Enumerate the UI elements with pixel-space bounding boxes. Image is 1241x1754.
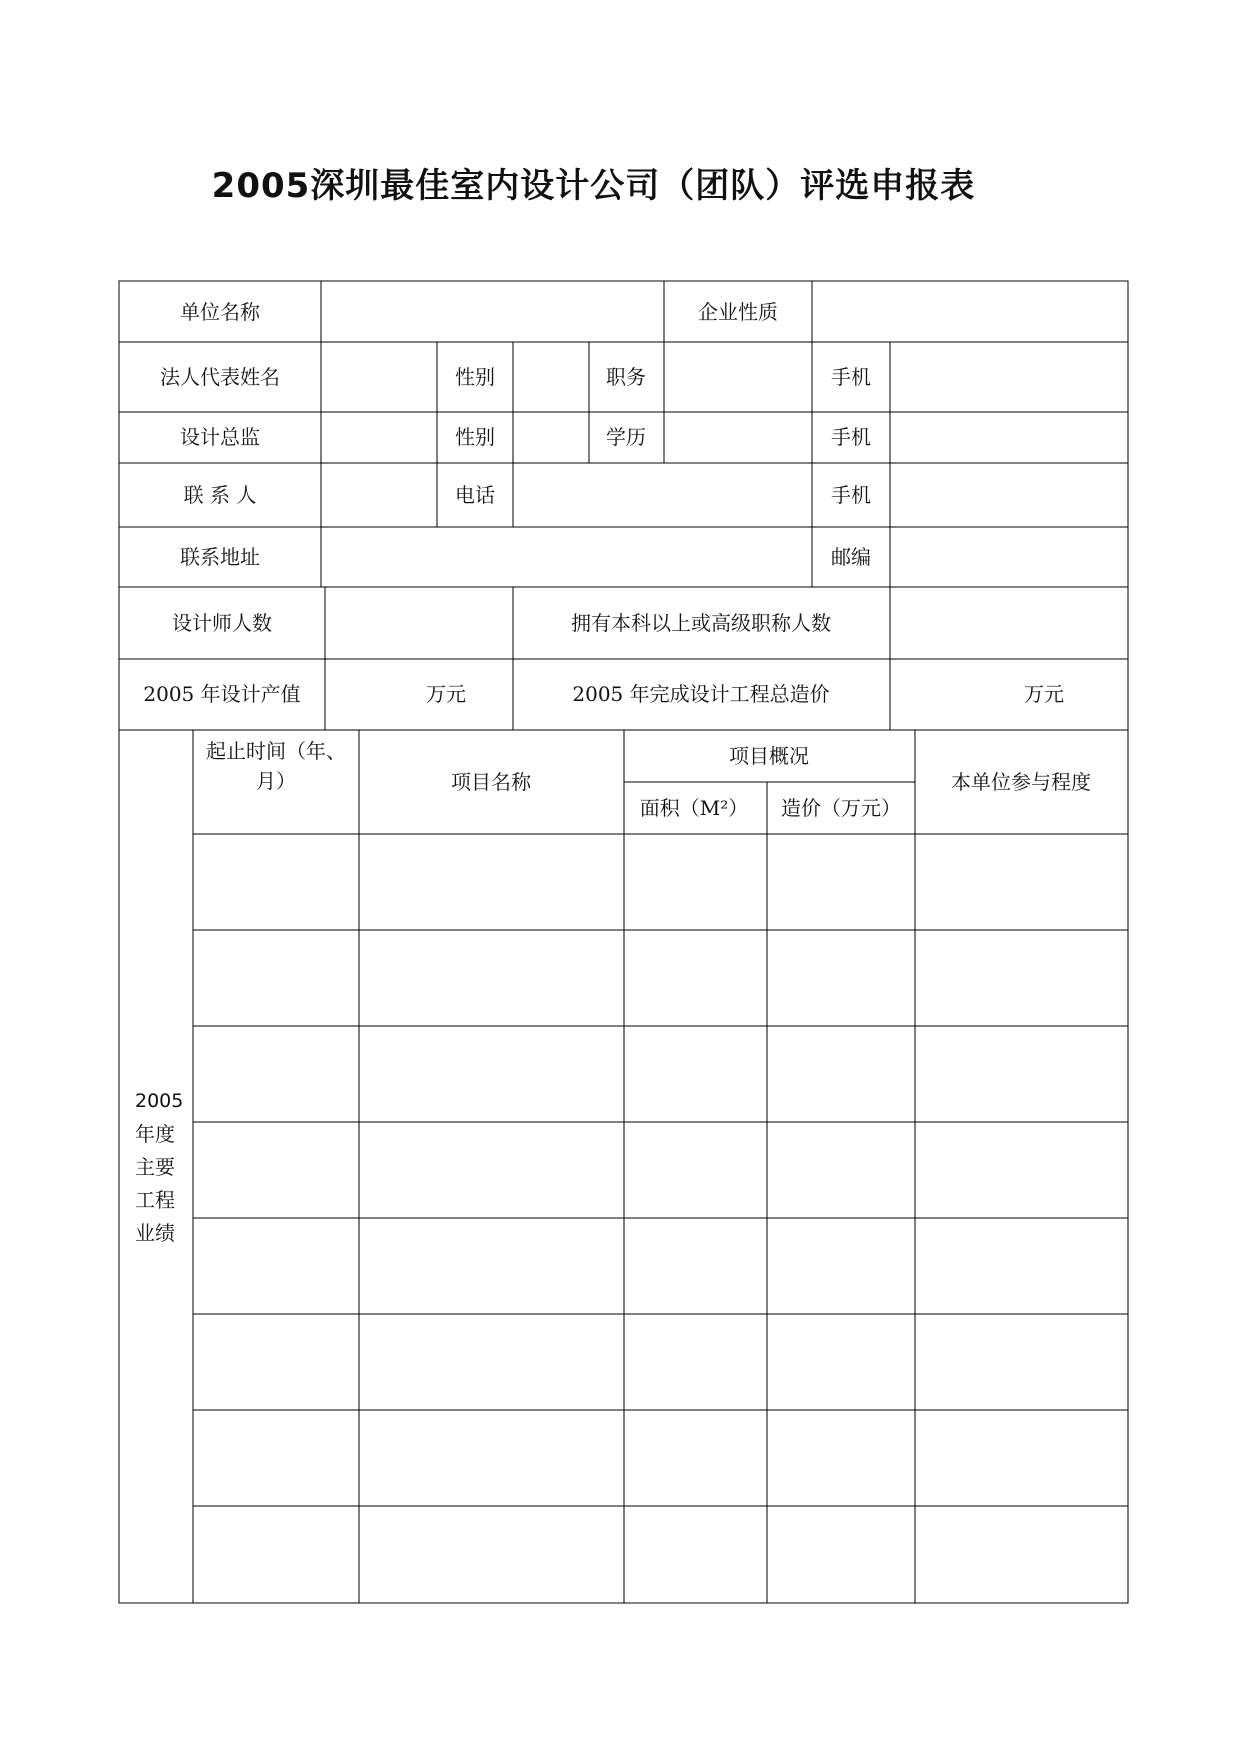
legal-rep-gender-field[interactable] [513,342,589,412]
label-postcode: 邮编 [831,545,871,569]
legal-rep-field[interactable] [321,342,437,412]
col-area: 面积（M²） [639,796,749,820]
label-design-director: 设计总监 [180,425,260,449]
phone-field[interactable] [513,463,812,527]
enterprise-nature-field[interactable] [812,281,1128,342]
total-cost-field[interactable] [890,659,1020,730]
director-mobile-field[interactable] [890,412,1128,463]
label-gender-2: 性别 [455,425,495,449]
director-gender-field[interactable] [513,412,589,463]
output-value-field[interactable] [325,659,435,730]
label-contact-person: 联 系 人 [183,483,257,507]
label-enterprise-nature: 企业性质 [698,300,778,324]
label-gender: 性别 [455,365,495,389]
postcode-field[interactable] [890,527,1128,587]
label-unit-name: 单位名称 [180,300,260,324]
education-field[interactable] [664,412,812,463]
label-wan-yuan-2: 万元 [1024,682,1064,706]
col-time-line1: 起止时间（年、 [206,739,346,763]
label-wan-yuan-1: 万元 [426,682,466,706]
designer-count-field[interactable] [325,587,513,659]
position-field[interactable] [664,342,812,412]
label-education: 学历 [606,425,646,449]
label-total-cost: 2005 年完成设计工程总造价 [572,682,830,706]
col-project-name: 项目名称 [451,770,531,794]
page-title: 2005深圳最佳室内设计公司（团队）评选申报表 [211,166,976,206]
label-address: 联系地址 [180,545,260,569]
senior-count-field[interactable] [890,587,1128,659]
col-time-header [206,736,346,796]
col-time-line2: 月） [256,769,296,793]
section-label-line: 业绩 [135,1221,175,1245]
contact-person-field[interactable] [321,463,437,527]
col-project-overview: 项目概况 [729,744,809,768]
col-cost: 造价（万元） [781,796,901,820]
label-phone: 电话 [455,483,495,507]
unit-name-field[interactable] [321,281,664,342]
contact-mobile-field[interactable] [890,463,1128,527]
address-field[interactable] [321,527,812,587]
col-participation: 本单位参与程度 [951,770,1091,794]
design-director-field[interactable] [321,412,437,463]
label-mobile: 手机 [831,365,871,389]
legal-rep-mobile-field[interactable] [890,342,1128,412]
label-designer-count: 设计师人数 [172,611,272,635]
section-label-line: 年度 [135,1122,175,1146]
section-label-performance [135,1085,184,1250]
section-label-line: 2005 [135,1090,184,1112]
label-legal-rep: 法人代表姓名 [160,365,280,389]
label-output-value: 2005 年设计产值 [143,682,301,706]
label-senior-count: 拥有本科以上或高级职称人数 [571,611,831,635]
label-mobile-2: 手机 [831,425,871,449]
section-label-line: 主要 [135,1155,175,1179]
label-position: 职务 [606,365,646,389]
section-label-line: 工程 [135,1188,175,1212]
label-mobile-3: 手机 [831,483,871,507]
